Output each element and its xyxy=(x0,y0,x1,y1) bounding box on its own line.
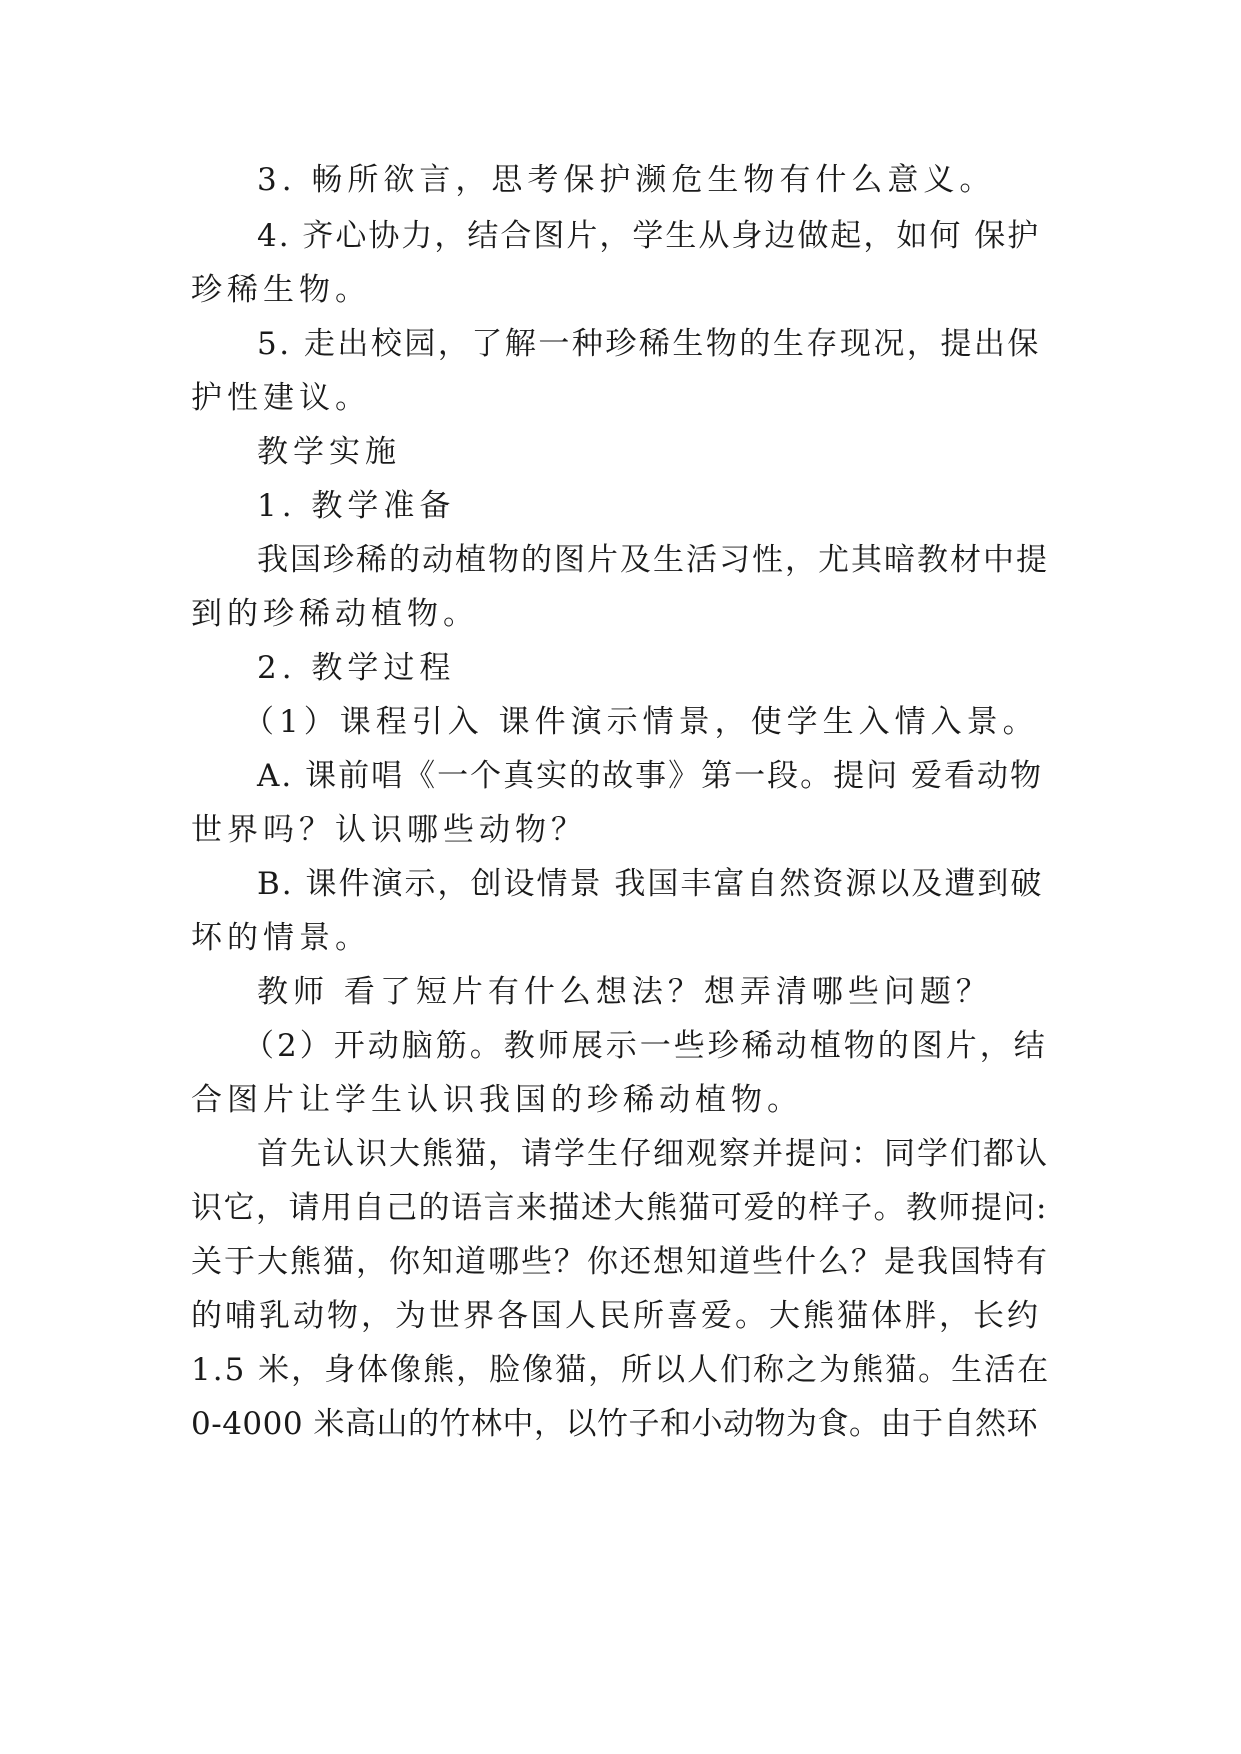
paragraph-brainstorm: （2）开动脑筋。教师展示一些珍稀动植物的图片，结 xyxy=(243,1028,1048,1064)
paragraph-teacher-question: 教师 看了短片有什么想法？想弄清哪些问题？ xyxy=(257,974,992,1010)
paragraph-course-intro: （1）课程引入 课件演示情景，使学生入情入景。 xyxy=(243,704,1039,740)
paragraph-item-a-cont: 世界吗？认识哪些动物？ xyxy=(191,812,587,848)
paragraph-item-3: 3. 畅所欲言，思考保护濒危生物有什么意义。 xyxy=(257,162,996,198)
paragraph-brainstorm-cont: 合图片让学生认识我国的珍稀动植物。 xyxy=(191,1082,803,1118)
paragraph-item-4-cont: 珍稀生物。 xyxy=(191,272,371,308)
paragraph-panda-line-3: 关于大熊猫，你知道哪些？你还想知道些什么？是我国特有 xyxy=(191,1244,1049,1280)
subheading-teaching-process: 2. 教学过程 xyxy=(257,650,456,686)
paragraph-item-a: A. 课前唱《一个真实的故事》第一段。提问 爱看动物 xyxy=(257,758,1043,794)
subheading-teaching-preparation: 1. 教学准备 xyxy=(257,488,456,524)
paragraph-item-b: B. 课件演示，创设情景 我国丰富自然资源以及遭到破 xyxy=(257,866,1044,902)
paragraph-item-b-cont: 坏的情景。 xyxy=(191,920,371,956)
paragraph-panda-line-4: 的哺乳动物，为世界各国人民所喜爱。大熊猫体胖，长约 xyxy=(191,1298,1041,1334)
paragraph-item-4: 4. 齐心协力，结合图片，学生从身边做起，如何 保护 xyxy=(257,218,1041,254)
paragraph-panda-line-2: 识它，请用自己的语言来描述大熊猫可爱的样子。教师提问: xyxy=(191,1190,1048,1226)
paragraph-item-5-cont: 护性建议。 xyxy=(191,380,371,416)
paragraph-item-5: 5. 走出校园，了解一种珍稀生物的生存现况，提出保 xyxy=(257,326,1041,362)
paragraph-preparation-cont: 到的珍稀动植物。 xyxy=(191,596,479,632)
paragraph-panda: 首先认识大熊猫，请学生仔细观察并提问：同学们都认 xyxy=(257,1136,1049,1172)
paragraph-panda-line-6: 0-4000 米高山的竹林中，以竹子和小动物为食。由于自然环 xyxy=(191,1406,1038,1442)
paragraph-panda-line-5: 1.5 米，身体像熊，脸像猫，所以人们称之为熊猫。生活在 xyxy=(191,1352,1051,1388)
section-heading-teaching-implementation: 教学实施 xyxy=(257,434,401,470)
paragraph-preparation: 我国珍稀的动植物的图片及生活习性，尤其暗教材中提 xyxy=(257,542,1049,578)
